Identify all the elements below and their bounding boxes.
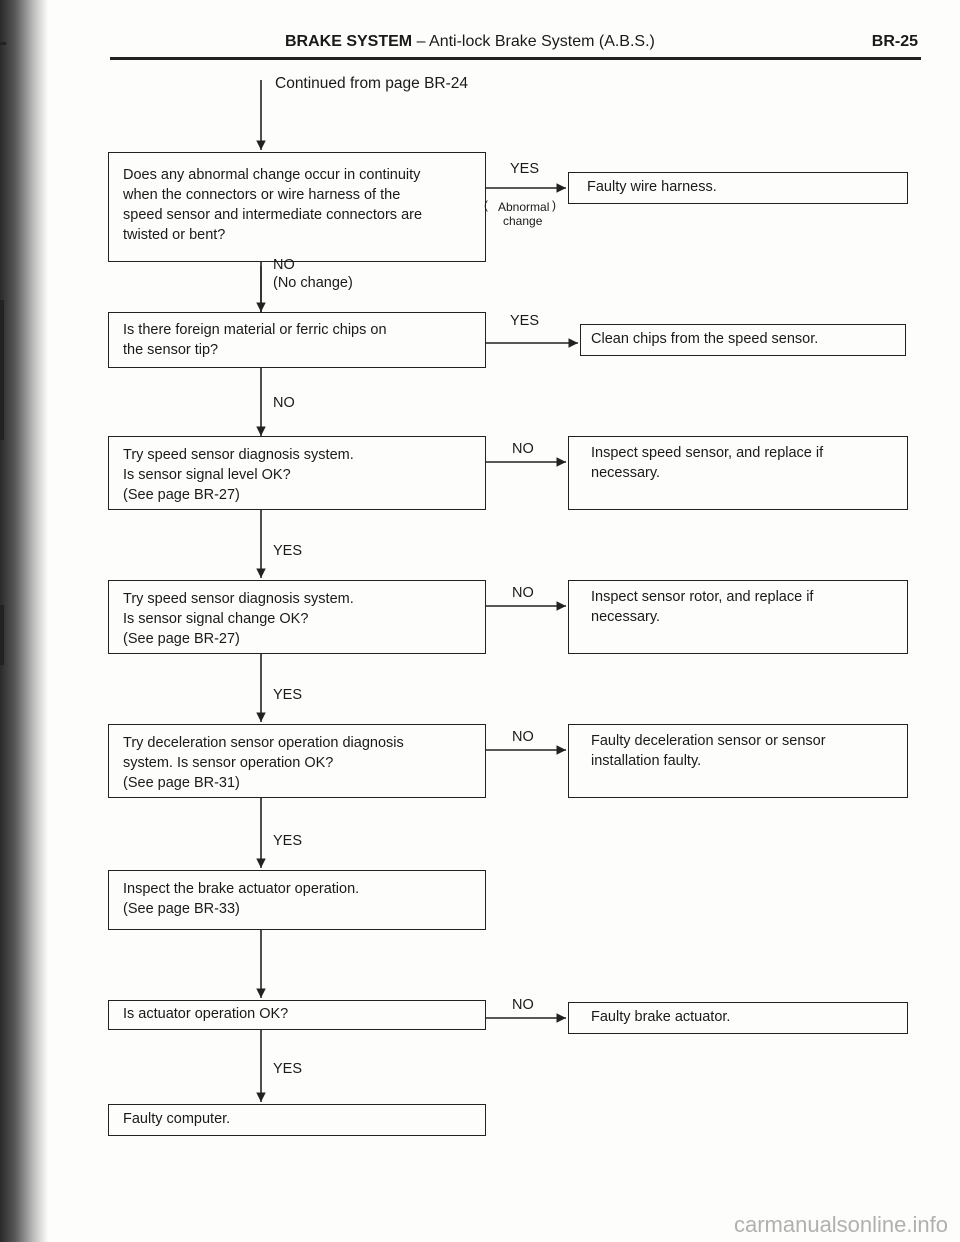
step-text: Faulty computer. (123, 1111, 231, 1127)
branch-condition: Abnormal (498, 200, 550, 214)
branch-label-no: NO (512, 441, 534, 457)
page-number: BR-25 (871, 33, 918, 50)
branch-label-yes: YES (273, 543, 303, 559)
watermark: carmanualsonline.info (733, 1212, 948, 1237)
continued-note: Continued from page BR-24 (275, 75, 469, 92)
branch-label-yes: YES (510, 313, 540, 329)
step-box-1 (108, 152, 486, 262)
step-text: Is there foreign material or ferric chips on (123, 322, 387, 338)
step-box-2 (108, 312, 486, 368)
step-text: twisted or bent? (123, 227, 226, 243)
result-text: Faulty wire harness. (587, 179, 717, 195)
result-box-3 (568, 436, 908, 510)
branch-paren-close: ) (552, 198, 556, 212)
result-text: Faulty brake actuator. (591, 1009, 731, 1025)
step-box-5 (108, 724, 486, 798)
branch-label-yes: YES (273, 1061, 303, 1077)
step-text: Inspect the brake actuator operation. (123, 881, 360, 897)
header-title-bold: BRAKE SYSTEM (285, 33, 413, 50)
step-text: speed sensor and intermediate connectors are (123, 207, 423, 223)
step-text: Does any abnormal change occur in continuity (123, 167, 421, 183)
branch-label-no: NO (512, 997, 534, 1013)
step-text: Try speed sensor diagnosis system. (123, 591, 354, 607)
step-text: system. Is sensor operation OK? (123, 755, 334, 771)
branch-label-no: NO (273, 257, 295, 273)
branch-paren-open: ( (484, 198, 488, 212)
result-text: Faulty deceleration sensor or sensor (591, 733, 826, 749)
step-text: Try deceleration sensor operation diagnosis (123, 735, 404, 751)
header-title-rest: – Anti-lock Brake System (A.B.S.) (412, 33, 655, 50)
branch-label-no: NO (512, 585, 534, 601)
result-text: installation faulty. (591, 753, 702, 769)
branch-label-yes: YES (273, 687, 303, 703)
step-text: the sensor tip? (123, 342, 219, 358)
branch-condition: change (503, 214, 543, 228)
step-text: (See page BR-27) (123, 487, 240, 503)
result-box-4 (568, 580, 908, 654)
branch-label-yes: YES (273, 833, 303, 849)
branch-label-yes: YES (510, 161, 540, 177)
step-text: (See page BR-33) (123, 901, 240, 917)
result-box-6 (568, 1002, 908, 1034)
result-box-2 (580, 324, 906, 356)
result-text: necessary. (591, 465, 661, 481)
step-text: Is sensor signal change OK? (123, 611, 309, 627)
result-text: Inspect speed sensor, and replace if (591, 445, 824, 461)
step-box-8 (108, 1104, 486, 1136)
step-text: Is sensor signal level OK? (123, 467, 291, 483)
step-text: Try speed sensor diagnosis system. (123, 447, 354, 463)
step-box-4 (108, 580, 486, 654)
result-text: Inspect sensor rotor, and replace if (591, 589, 814, 605)
branch-label-no: NO (512, 729, 534, 745)
branch-label-no: NO (273, 395, 295, 411)
result-box-1 (568, 172, 908, 204)
step-box-7 (108, 1000, 486, 1030)
step-box-3 (108, 436, 486, 510)
step-box-6 (108, 870, 486, 930)
result-text: Clean chips from the speed sensor. (591, 331, 819, 347)
step-text: Is actuator operation OK? (123, 1006, 289, 1022)
step-text: when the connectors or wire harness of the (123, 187, 401, 203)
result-text: necessary. (591, 609, 661, 625)
branch-condition: (No change) (273, 275, 353, 291)
result-box-5 (568, 724, 908, 798)
step-text: (See page BR-27) (123, 631, 240, 647)
step-text: (See page BR-31) (123, 775, 240, 791)
